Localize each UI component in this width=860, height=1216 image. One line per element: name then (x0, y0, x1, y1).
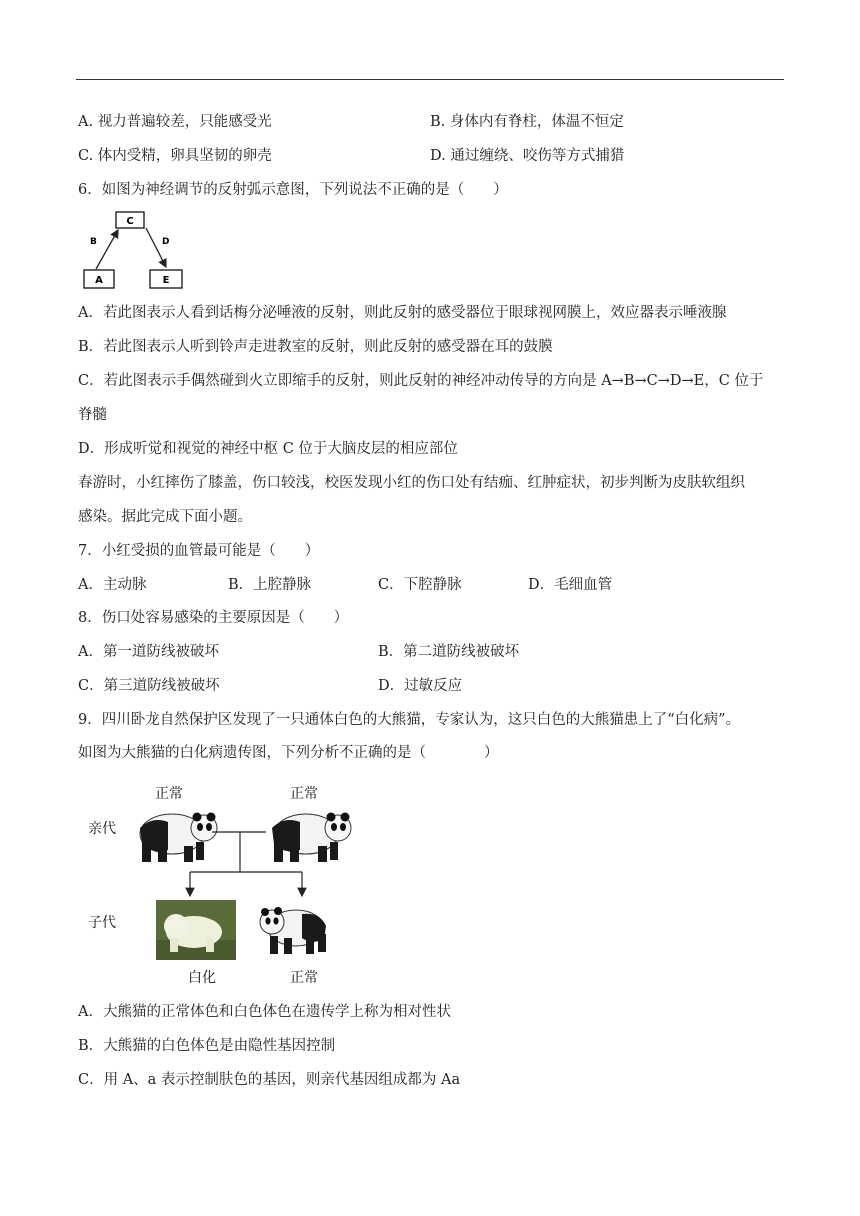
arrow-b (96, 230, 118, 269)
q7-option-b: B．上腔静脉 (228, 577, 312, 593)
q8-option-c: C．第三道防线被破坏 (78, 678, 220, 694)
arrow-d (146, 228, 166, 267)
q6-stem: 6．如图为神经调节的反射弧示意图，下列说法不正确的是（ ） (78, 182, 508, 198)
parent-1-caption: 正常 (155, 786, 183, 802)
q5-option-a: A. 视力普遍较差，只能感受光 (78, 114, 272, 130)
header-rule (76, 79, 784, 80)
panda-child-2-icon (260, 907, 326, 954)
panda-parent-1-icon (140, 813, 217, 863)
q8-option-b: B．第二道防线被破坏 (378, 644, 520, 660)
child-1-caption: 白化 (188, 970, 216, 986)
child-generation-label: 子代 (88, 915, 116, 931)
panda-parent-2-icon (272, 813, 351, 863)
child-2-caption: 正常 (290, 970, 318, 986)
albino-panda-photo (156, 900, 236, 960)
q8-option-a: A．第一道防线被破坏 (78, 644, 219, 660)
q6-option-d: D．形成听觉和视觉的神经中枢 C 位于大脑皮层的相应部位 (78, 441, 458, 457)
q9-option-c: C．用 A、a 表示控制肤色的基因，则亲代基因组成都为 Aa (78, 1072, 461, 1088)
parent-generation-label: 亲代 (88, 821, 116, 837)
q9-stem-2: 如图为大熊猫的白化病遗传图，下列分析不正确的是（ ） (78, 745, 499, 761)
node-e-box (150, 270, 182, 288)
node-c-box (116, 212, 144, 228)
q7-option-d: D．毛细血管 (528, 577, 613, 593)
q9-option-b: B．大熊猫的白色体色是由隐性基因控制 (78, 1038, 336, 1054)
reflex-arc-diagram (78, 206, 198, 292)
passage-line-1: 春游时，小红摔伤了膝盖，伤口较浅，校医发现小红的伤口处有结痂、红肿症状，初步判断为皮肤软组织 (78, 475, 745, 491)
arrow-b-label: B (90, 237, 97, 247)
node-c-label: C (126, 216, 134, 227)
q7-option-a: A．主动脉 (78, 577, 147, 593)
q6-option-c-cont: 脊髓 (78, 407, 107, 423)
node-a-box (84, 270, 114, 288)
q9-stem-1: 9．四川卧龙自然保护区发现了一只通体白色的大熊猫，专家认为，这只白色的大熊猫患上了“白化病”。 (78, 712, 741, 728)
q5-option-c: C. 体内受精，卵具坚韧的卵壳 (78, 148, 272, 164)
q6-option-c: C．若此图表示手偶然碰到火立即缩手的反射，则此反射的神经冲动传导的方向是 A→B→C→D→E，C 位于 (78, 373, 764, 389)
q8-stem: 8．伤口处容易感染的主要原因是（ ） (78, 610, 349, 626)
q6-option-b: B．若此图表示人听到铃声走进教室的反射，则此反射的感受器在耳的鼓膜 (78, 339, 553, 355)
q8-option-d: D．过敏反应 (378, 678, 463, 694)
node-a-label: A (95, 275, 103, 286)
parent-2-caption: 正常 (290, 786, 318, 802)
node-e-label: E (162, 275, 170, 286)
q5-option-d: D. 通过缠绕、咬伤等方式捕猎 (430, 148, 625, 164)
passage-line-2: 感染。据此完成下面小题。 (78, 509, 252, 525)
q7-option-c: C．下腔静脉 (378, 577, 462, 593)
q9-option-a: A．大熊猫的正常体色和白色体色在遗传学上称为相对性状 (78, 1004, 451, 1020)
inheritance-figure (120, 800, 380, 970)
q5-option-b: B. 身体内有脊柱，体温不恒定 (430, 114, 624, 130)
arrow-d-label: D (162, 237, 170, 247)
q7-stem: 7．小红受损的血管最可能是（ ） (78, 543, 320, 559)
q6-option-a: A．若此图表示人看到话梅分泌唾液的反射，则此反射的感受器位于眼球视网膜上，效应器表示唾液腺 (78, 305, 727, 321)
